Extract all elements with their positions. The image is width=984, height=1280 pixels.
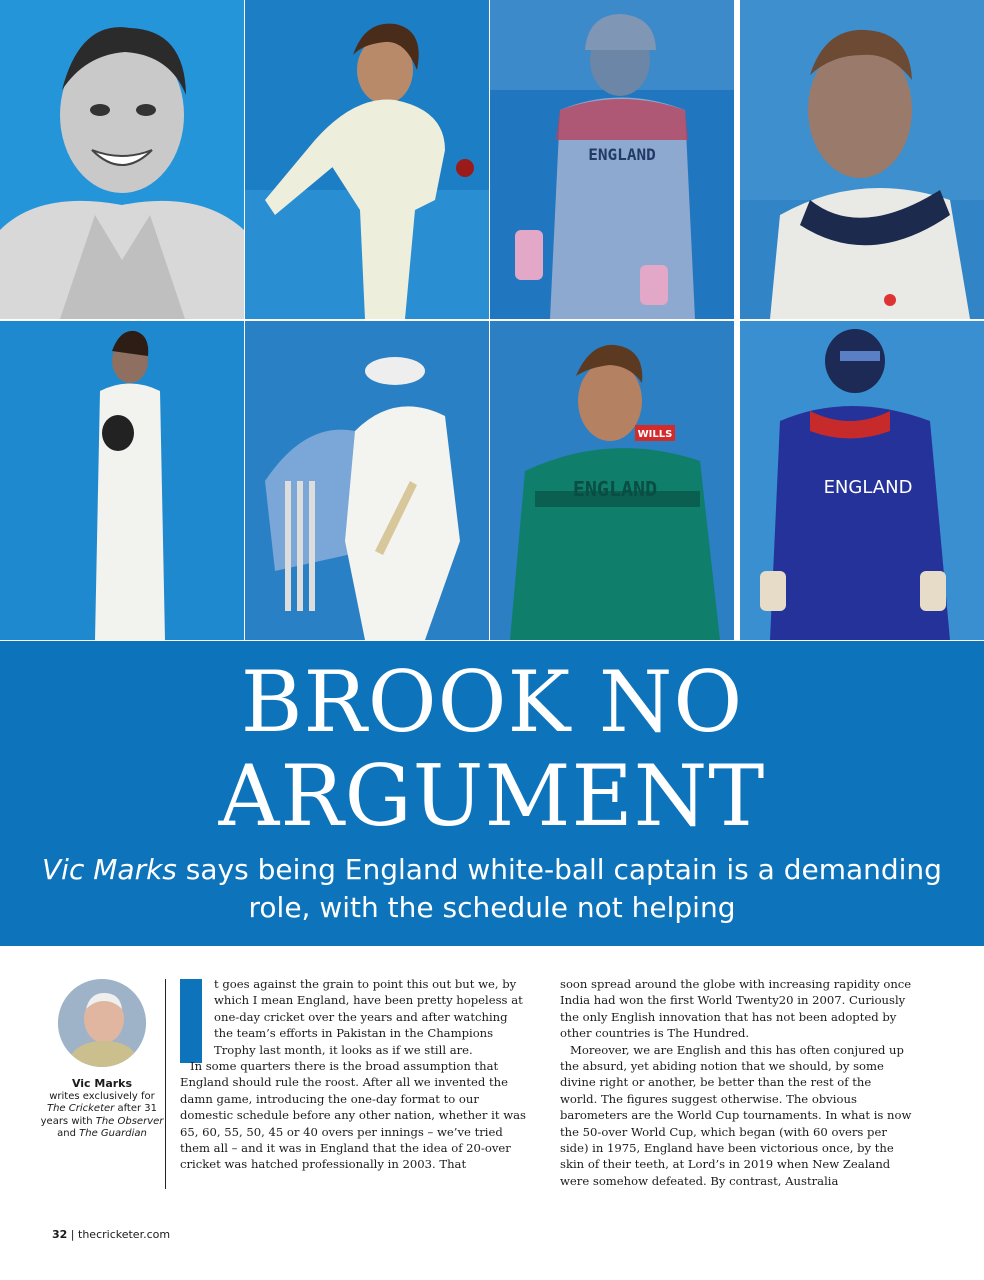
photo-8 — [740, 321, 984, 640]
photo-3-kit-text: ENGLAND — [588, 145, 656, 164]
author-bio — [40, 1078, 164, 1141]
standfirst-text: says being England white-ball captain is a demanding role, with the schedule not helping — [176, 853, 942, 924]
article-paragraph-3: soon spread around the globe with increasing rapidity once India had won the first World Twenty20 in 2007. Curiously the only English innovation that has not been adopted by other countries is The Hundred. — [560, 977, 912, 1041]
article-column-2 — [560, 976, 912, 1189]
photo-2 — [245, 0, 489, 319]
bio-pub-3: The Guardian — [79, 1128, 147, 1139]
article-paragraph-1: t goes against the grain to point this out but we, by which I mean England, have been pretty hopeless at one-day cricket over the years and after watching the team’s efforts in Pakistan in the Champions Trophy last month, it looks as if we still are. — [214, 977, 523, 1057]
page-folio: 32 | thecricketer.com — [52, 1228, 171, 1241]
article-paragraph-4: Moreover, we are English and this has often conjured up the absurd, yet abiding notion that we should, by some divine right or another, be better than the rest of the world. The figures suggest otherwise. The obvious barometers are the World Cup tournaments. In what is now the 50-over World Cup, which began (with 60 overs per side) in 1975, England have been victorious once, by the skin of their teeth, at Lord’s in 2019 when New Zealand were somehow defeated. By contrast, Australia — [560, 1042, 912, 1188]
site-name: thecricketer.com — [78, 1228, 171, 1241]
headline-line-1: BROOK NO — [240, 653, 744, 751]
standfirst — [40, 851, 944, 927]
article-paragraph-2: In some quarters there is the broad assumption that England should rule the roost. After all we invented the damn game, introducing the one-day format to our domestic schedule before any other nation, whether it was 65, 60, 55, 50, 45 or 40 overs per innings – we’ve tried them all – and it was in England that the idea of 20-over cricket was hatched professionally in 2003. That — [180, 1059, 526, 1172]
headline-line-2: ARGUMENT — [218, 747, 766, 845]
photo-5 — [0, 321, 244, 640]
photo-7-kit-text: ENGLAND — [572, 477, 658, 501]
bio-text-2: after 31 years with — [40, 1103, 158, 1127]
photo-3 — [490, 0, 734, 319]
headline — [0, 655, 984, 843]
bio-text-1: writes exclusively for — [49, 1090, 155, 1102]
standfirst-author: Vic Marks — [42, 853, 177, 886]
column-rule — [165, 979, 166, 1189]
photo-7-sponsor-text: WILLS — [637, 429, 673, 440]
photo-7 — [490, 321, 734, 640]
photo-4 — [740, 0, 984, 319]
photo-1 — [0, 0, 244, 319]
headline-band — [0, 641, 984, 946]
photo-8-kit-text: ENGLAND — [823, 477, 913, 498]
page-number: 32 — [52, 1228, 68, 1241]
bio-pub-2: The Observer — [95, 1115, 164, 1127]
author-name: Vic Marks — [71, 1077, 133, 1090]
article-column-1 — [180, 976, 530, 1173]
bio-pub-1: The Cricketer — [46, 1103, 115, 1114]
photo-6 — [245, 321, 489, 640]
author-avatar — [58, 979, 146, 1067]
bio-text-3: and — [57, 1128, 80, 1139]
